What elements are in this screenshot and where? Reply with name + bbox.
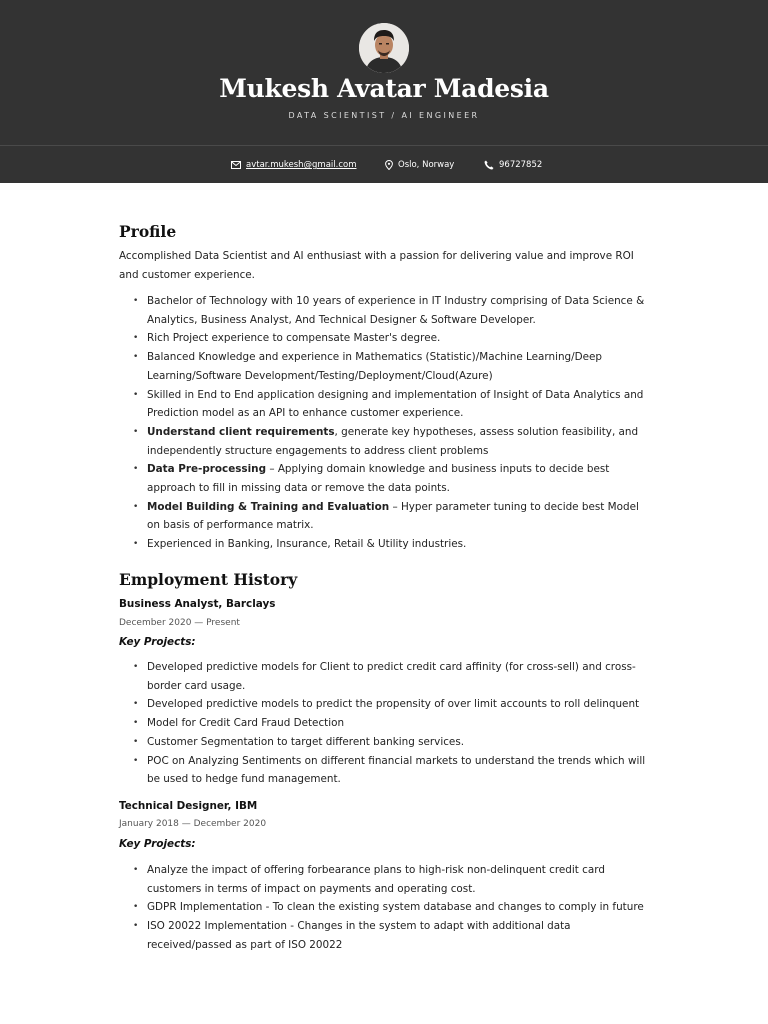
list-item: • Model Building & Training and Evaluation – Hyper parameter tuning to decide best Model on basis of performance matrix.: [119, 498, 654, 535]
list-item: • Experienced in Banking, Insurance, Retail & Utility industries.: [119, 535, 654, 554]
job-title: Technical Designer, IBM: [119, 800, 258, 812]
key-projects-label: Key Projects:: [119, 636, 196, 648]
list-item: • Rich Project experience to compensate Master's degree.: [119, 329, 654, 348]
list-item: • Customer Segmentation to target different banking services.: [119, 733, 654, 752]
profile-heading: Profile: [119, 222, 177, 241]
location-pin-icon: [385, 160, 393, 170]
envelope-icon: [231, 161, 241, 169]
profile-photo: [359, 23, 409, 73]
contact-email[interactable]: [231, 158, 357, 172]
profile-bullets: [119, 292, 654, 554]
job-subtitle: DATA SCIENTIST / AI ENGINEER: [288, 111, 480, 120]
job-dates: December 2020 — Present: [119, 618, 240, 628]
resume-header: [0, 0, 768, 145]
contact-bar: [0, 145, 768, 183]
job-bullets: [119, 861, 654, 955]
email-link[interactable]: avtar.mukesh@gmail.com: [246, 160, 357, 170]
employment-heading: Employment History: [119, 570, 298, 589]
job-bullets: [119, 658, 654, 789]
list-item: • Developed predictive models for Client to predict credit card affinity (for cross-sell) and cross-border card usage.: [119, 658, 654, 695]
location-text: Oslo, Norway: [398, 160, 455, 170]
list-item: • Balanced Knowledge and experience in Mathematics (Statistic)/Machine Learning/Deep Learning/Software Development/Testing/Deployment/Cloud(Azure): [119, 348, 654, 385]
list-item: • Analyze the impact of offering forbearance plans to high-risk non-delinquent credit card customers in terms of impact on payments and operating cost.: [119, 861, 654, 898]
profile-summary: Accomplished Data Scientist and AI enthusiast with a passion for delivering value and improve ROI and customer experience.: [119, 250, 634, 281]
job-title: Business Analyst, Barclays: [119, 598, 276, 610]
contact-phone: [484, 158, 542, 172]
list-item: • Developed predictive models to predict the propensity of over limit accounts to roll delinquent: [119, 695, 654, 714]
phone-text: 96727852: [499, 160, 543, 170]
list-item: • Bachelor of Technology with 10 years of experience in IT Industry comprising of Data Science & Analytics, Business Analyst, And Technical Designer & Software Developer.: [119, 292, 654, 329]
list-item: • POC on Analyzing Sentiments on different financial markets to understand the trends which will be used to hedge fund management.: [119, 752, 654, 789]
list-item: • Understand client requirements, generate key hypotheses, assess solution feasibility, and independently structure engagements to address client problems: [119, 423, 654, 460]
list-item: • Data Pre-processing – Applying domain knowledge and business inputs to decide best approach to fill in missing data or remove the data points.: [119, 460, 654, 497]
list-item: • Model for Credit Card Fraud Detection: [119, 714, 654, 733]
key-projects-label: Key Projects:: [119, 838, 196, 850]
candidate-name: Mukesh Avatar Madesia: [219, 74, 549, 103]
list-item: • Skilled in End to End application designing and implementation of Insight of Data Analytics and Prediction model as an API to enhance customer experience.: [119, 386, 654, 423]
list-item: • GDPR Implementation - To clean the existing system database and changes to comply in future: [119, 898, 654, 917]
phone-icon: [484, 160, 494, 170]
job-dates: January 2018 — December 2020: [119, 819, 267, 829]
contact-location: [385, 158, 454, 172]
list-item: • ISO 20022 Implementation - Changes in the system to adapt with additional data received/passed as part of ISO 20022: [119, 917, 654, 954]
